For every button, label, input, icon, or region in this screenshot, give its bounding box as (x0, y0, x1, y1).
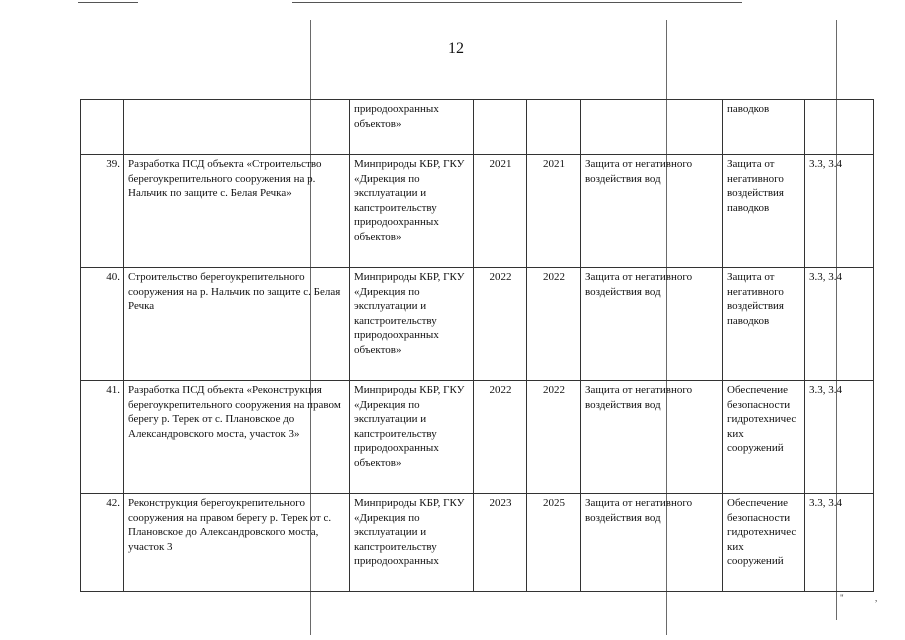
end-year: 2022 (527, 268, 581, 381)
row-number: 42. (81, 494, 124, 592)
indicators: 3.3, 3.4 (805, 155, 874, 268)
indicators: 3.3, 3.4 (805, 494, 874, 592)
expected-result: Защита от негативного воздействия паводков (723, 155, 805, 268)
expected-result: Обеспечение безопасности гидротехничес ких сооружений (723, 381, 805, 494)
table-row (81, 494, 874, 592)
measure-name: Реконструкция берегоукрепительного сооружения на правом берегу р. Терек от с. Плановское до Александровского моста, участок 3 (124, 494, 350, 592)
end-year: 2022 (527, 381, 581, 494)
executor: Минприроды КБР, ГКУ «Дирекция по эксплуатации и капстроительству природоохранных объектов» (350, 381, 474, 494)
start-year (474, 100, 527, 155)
expected-result: паводков (723, 100, 805, 155)
row-number: 40. (81, 268, 124, 381)
measure-name: Разработка ПСД объекта «Строительство берегоукрепительного сооружения на р. Нальчик по защите с. Белая Речка» (124, 155, 350, 268)
row-number: 41. (81, 381, 124, 494)
direction (581, 100, 723, 155)
direction: Защита от негативного воздействия вод (581, 268, 723, 381)
scan-speck: " (840, 593, 844, 603)
start-year: 2022 (474, 381, 527, 494)
direction: Защита от негативного воздействия вод (581, 494, 723, 592)
end-year (527, 100, 581, 155)
start-year: 2021 (474, 155, 527, 268)
executor: Минприроды КБР, ГКУ «Дирекция по эксплуатации и капстроительству природоохранных (350, 494, 474, 592)
row-number (81, 100, 124, 155)
indicators: 3.3, 3.4 (805, 381, 874, 494)
expected-result: Обеспечение безопасности гидротехничес ких сооружений (723, 494, 805, 592)
table-row (81, 268, 874, 381)
end-year: 2021 (527, 155, 581, 268)
indicators: 3.3, 3.4 (805, 268, 874, 381)
executor: Минприроды КБР, ГКУ «Дирекция по эксплуатации и капстроительству природоохранных объектов» (350, 268, 474, 381)
expected-result: Защита от негативного воздействия паводков (723, 268, 805, 381)
indicators (805, 100, 874, 155)
table-row (81, 381, 874, 494)
measure-name: Строительство берегоукрепительного сооружения на р. Нальчик по защите с. Белая Речка (124, 268, 350, 381)
measure-name (124, 100, 350, 155)
table-row (81, 100, 874, 155)
start-year: 2023 (474, 494, 527, 592)
page-number: 12 (448, 40, 464, 57)
end-year: 2025 (527, 494, 581, 592)
row-number: 39. (81, 155, 124, 268)
table-row (81, 155, 874, 268)
top-edge-rule (292, 2, 742, 3)
top-edge-rule (78, 2, 138, 3)
direction: Защита от негативного воздействия вод (581, 381, 723, 494)
executor: Минприроды КБР, ГКУ «Дирекция по эксплуатации и капстроительству природоохранных объектов» (350, 155, 474, 268)
measures-table (80, 99, 874, 592)
direction: Защита от негативного воздействия вод (581, 155, 723, 268)
executor: природоохранных объектов» (350, 100, 474, 155)
scan-speck: , (875, 593, 878, 603)
measure-name: Разработка ПСД объекта «Реконструкция берегоукрепительного сооружения на правом берегу р. Терек от с. Плановское до Александровского моста, участок 3» (124, 381, 350, 494)
start-year: 2022 (474, 268, 527, 381)
